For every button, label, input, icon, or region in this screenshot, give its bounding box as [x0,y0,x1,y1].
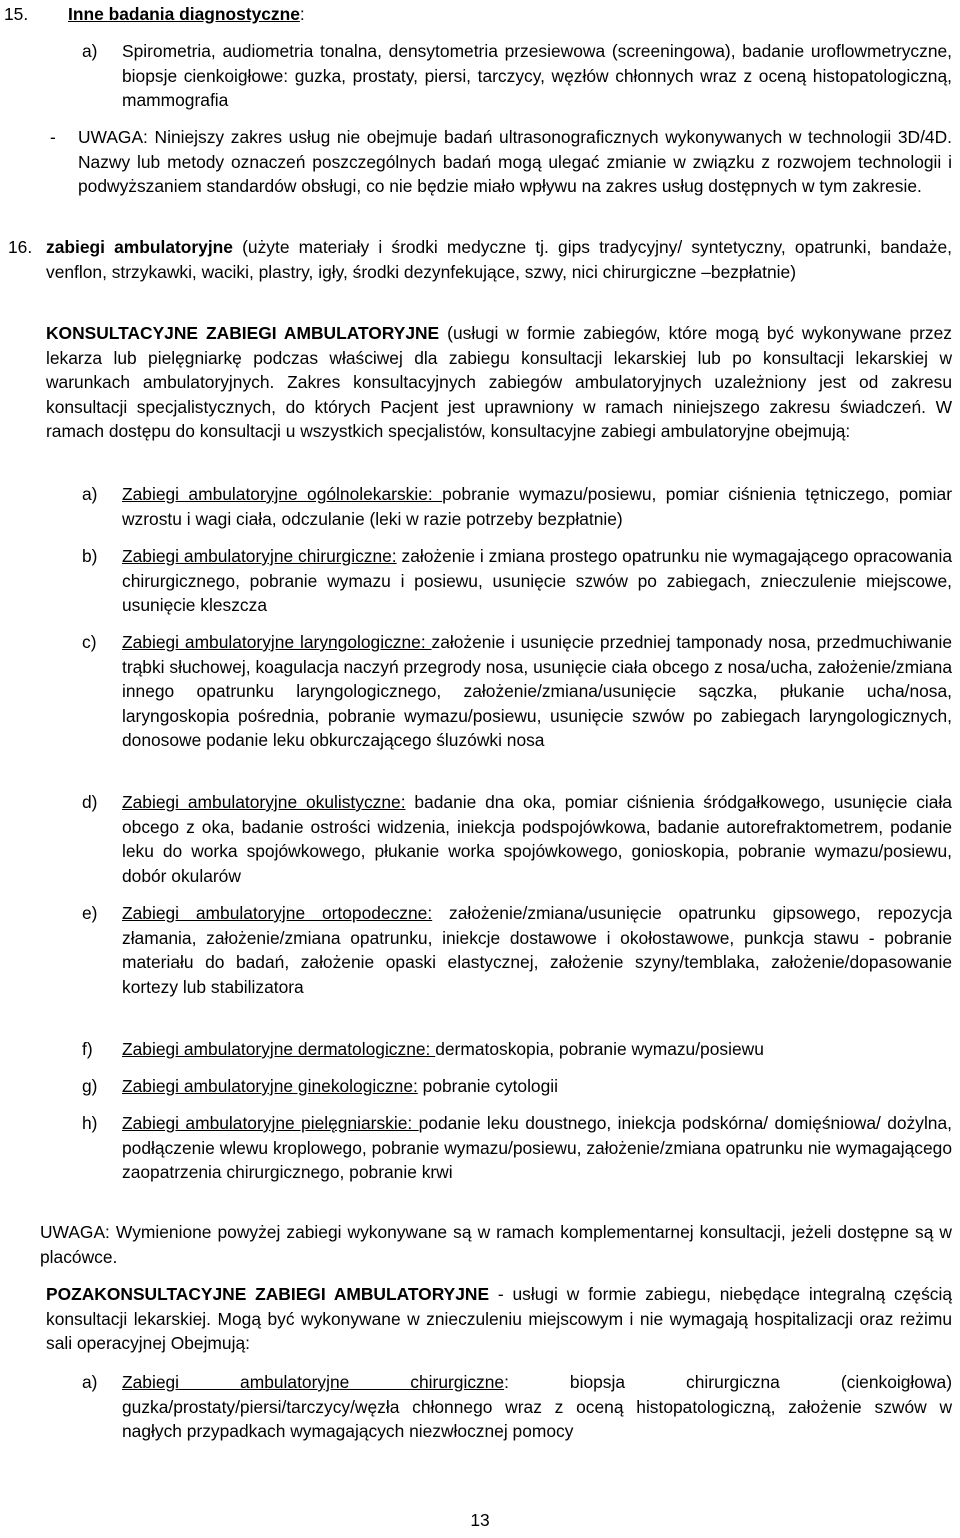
konsultacyjne-item-a [122,482,952,531]
section-15-heading [68,2,948,27]
section-16-title: zabiegi ambulatoryjne [46,237,233,257]
konsultacyjne-item-f-title: Zabiegi ambulatoryjne dermatologiczne: [122,1039,436,1059]
konsultacyjne-item-d-marker: d) [82,792,98,812]
konsultacyjne-item-h-text: podanie leku doustnego, iniekcja podskórna/ domięśniowa/ dożylna, podłączenie wlewu kroplowego, pobranie wymazu/posiewu, założenie/zmiana opatrunku nie wymagającego zaopatrzenia chirurgicznego, pobranie krwi [122,1113,952,1183]
pozakonsultacyjne-item-a [122,1370,952,1444]
konsultacyjne-item-g-marker: g) [82,1076,98,1096]
pozakonsultacyjne-item-a-text: : biopsja chirurgiczna (cienkoigłowa) guzka/prostaty/piersi/tarczycy/węzła chłonnego wraz z oceną histopatologiczną, założenie szwów w nagłych przypadkach wymagających niezwłocznej pomocy [122,1372,952,1442]
section-16-intro-text: (użyte materiały i środki medyczne tj. gips tradycyjny/ syntetyczny, opatrunki, bandaże, venflon, strzykawki, waciki, plastry, igły, środki dezynfekujące, szwy, nici chirurgiczne –bezpłatnie) [46,237,952,282]
konsultacyjne-item-c [122,630,952,753]
konsultacyjne-item-d-text: badanie dna oka, pomiar ciśnienia śródgałkowego, usunięcie ciała obcego z oka, badanie ostrości widzenia, iniekcja podspojówkowa, badanie autorefraktometrem, podanie leku do worka spojówkowego, płukanie worka spojówkowego, gonioskopia, pobranie wymazu/posiewu, dobór okularów [122,792,952,886]
section-15-item-a-marker: a) [82,41,98,61]
konsultacyjne-item-g-text: pobranie cytologii [417,1076,559,1096]
konsultacyjne-item-b-title: Zabiegi ambulatoryjne chirurgiczne: [122,546,397,566]
section-15-item-a-text: Spirometria, audiometria tonalna, densytometria przesiewowa (screeningowa), badanie uroflowmetryczne, biopsje cienkoigłowe: guzka, prostaty, piersi, tarczycy, węzłów chłonnych wraz z oceną histopatologiczną, mammografia [122,41,952,111]
konsultacyjne-item-a-marker: a) [82,484,98,504]
section-15-number: 15. [4,4,29,24]
konsultacyjne-item-b [122,544,952,618]
section-15-note-text: UWAGA: Niniejszy zakres usług nie obejmuje badań ultrasonograficznych wykonywanych w technologii 3D/4D. Nazwy lub metody oznaczeń poszczególnych badań mogą ulegać zmianie w związku z rozwojem technologii i podwyższaniem standardów obsługi, co nie będzie miało wpływu na zakres usług dostępnych w tym zakresie. [78,127,952,197]
pozakonsultacyjne-item-a-marker: a) [82,1372,98,1392]
pozakonsultacyjne-paragraph [46,1282,952,1356]
konsultacyjne-item-b-marker: b) [82,546,98,566]
konsultacyjne-item-f-marker: f) [82,1039,93,1059]
konsultacyjne-item-f [122,1037,952,1062]
konsultacyjne-item-e [122,901,952,999]
konsultacyjne-text: (usługi w formie zabiegów, które mogą być wykonywane przez lekarza lub pielęgniarkę podczas właściwej dla zabiegu konsultacji lekarskiej lub po konsultacji lekarskiej w warunkach ambulatoryjnych. Zakres konsultacyjnych zabiegów ambulatoryjnych uzależniony jest od zakresu konsultacji specjalistycznych, do których Pacjent jest uprawniony w ramach niniejszego zakresu świadczeń. W ramach dostępu do konsultacji u wszystkich specjalistów, konsultacyjne zabiegi ambulatoryjne obejmują: [46,323,952,442]
konsultacyjne-item-d-title: Zabiegi ambulatoryjne okulistyczne: [122,792,406,812]
section-15-note-dash: - [50,127,56,147]
konsultacyjne-item-c-marker: c) [82,632,97,652]
konsultacyjne-item-e-text: założenie/zmiana/usunięcie opatrunku gipsowego, repozycja złamania, założenie/zmiana opatrunku, iniekcje dostawowe i okołostawowe, punkcja stawu - pobranie materiału do badań, założenie opaski elastycznej, założenie szyny/temblaka, założenie/dopasowanie kortezy lub stabilizatora [122,903,953,997]
konsultacyjne-item-h-title: Zabiegi ambulatoryjne pielęgniarskie: [122,1113,419,1133]
pozakonsultacyjne-heading: POZAKONSULTACYJNE ZABIEGI AMBULATORYJNE [46,1284,490,1304]
page-number: 13 [470,1510,490,1530]
konsultacyjne-item-c-title: Zabiegi ambulatoryjne laryngologiczne: [122,632,432,652]
section-15-colon: : [299,4,305,24]
konsultacyjne-item-h-marker: h) [82,1113,98,1133]
konsultacyjne-item-b-text: założenie i zmiana prostego opatrunku nie wymagającego opracowania chirurgicznego, pobranie wymazu i posiewu, usunięcie szwów po zabiegach, znieczulenie miejscowe, usunięcie kleszcza [122,546,952,616]
konsultacyjne-item-d [122,790,952,888]
konsultacyjne-item-e-title: Zabiegi ambulatoryjne ortopodeczne: [122,903,433,923]
konsultacyjne-item-a-text: pobranie wymazu/posiewu, pomiar ciśnienia tętniczego, pomiar wzrostu i wagi ciała, odczulanie (leki w razie potrzeby bezpłatnie) [122,484,952,529]
konsultacyjne-item-c-text: założenie i usunięcie przedniej tamponady nosa, przedmuchiwanie trąbki słuchowej, koagulacja naczyń przegrody nosa, usunięcie ciała obcego z nosa/ucha, założenie/zmiana innego opatrunku laryngologicznego, założenie/zmiana/usunięcie sączka, płukanie ucha/nosa, laryngoskopia pośrednia, pobranie wymazu/posiewu, usunięcie szwów po zabiegach laryngologicznych, donosowe podanie leku obkurczającego śluzówki nosa [122,632,952,751]
section-16-number: 16. [8,237,33,257]
konsultacyjne-item-a-title: Zabiegi ambulatoryjne ogólnolekarskie: [122,484,443,504]
konsultacyjne-note: UWAGA: Wymienione powyżej zabiegi wykonywane są w ramach komplementarnej konsultacji, jeżeli dostępne są w placówce. [40,1222,952,1267]
section-15-title: Inne badania diagnostyczne [68,4,300,24]
konsultacyjne-item-h [122,1111,952,1185]
pozakonsultacyjne-text: - usługi w formie zabiegu, niebędące integralną częścią konsultacji lekarskiej. Mogą być wykonywane w znieczuleniu miejscowym i nie wymagają hospitalizacji oraz reżimu sali operacyjnej Obejmują: [46,1284,953,1354]
konsultacyjne-heading: KONSULTACYJNE ZABIEGI AMBULATORYJNE [46,323,440,343]
konsultacyjne-item-e-marker: e) [82,903,98,923]
konsultacyjne-item-f-text: dermatoskopia, pobranie wymazu/posiewu [435,1039,764,1059]
pozakonsultacyjne-item-a-title: Zabiegi ambulatoryjne chirurgiczne [122,1372,505,1392]
konsultacyjne-paragraph [46,321,952,444]
konsultacyjne-item-g-title: Zabiegi ambulatoryjne ginekologiczne: [122,1076,418,1096]
konsultacyjne-item-g [122,1074,952,1099]
section-16-intro [46,235,952,284]
